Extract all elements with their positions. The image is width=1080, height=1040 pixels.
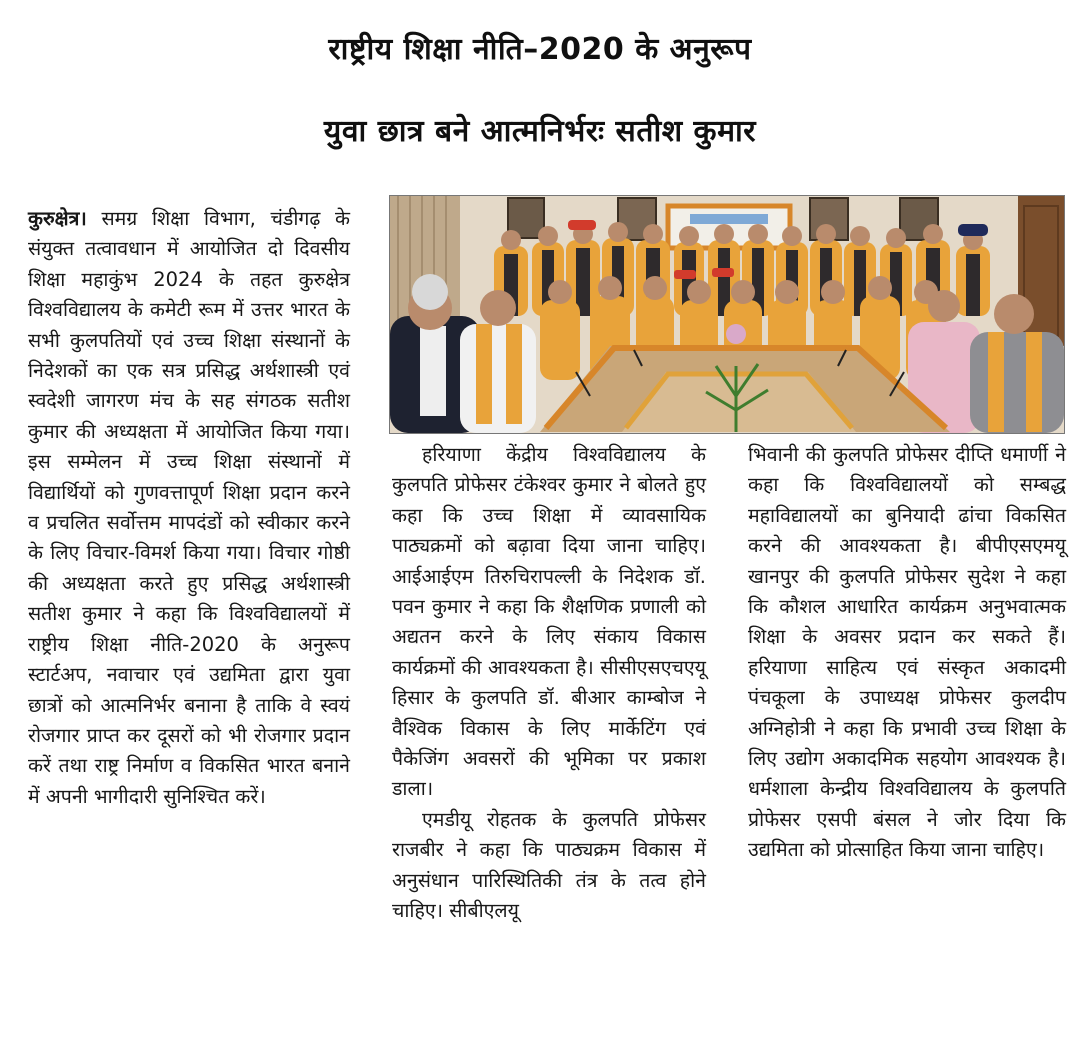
- column-2-paragraph-1: हरियाणा केंद्रीय विश्वविद्यालय के कुलपति प्रोफेसर टंकेश्वर कुमार ने बोलते हुए कहा कि उच्च शिक्षा में व्यावसायिक पाठ्यक्रमों को बढ़ावा दिया जाना चाहिए। आईआईएम तिरुचिरापल्ली के निदेशक डॉ. पवन कुमार ने कहा कि शैक्षणिक प्रणाली को अद्यतन करने के लिए संकाय विकास कार्यक्रमों की आवश्यकता है। सीसीएसएचएयू हिसार के कुलपति डॉ. बीआर काम्बोज ने वैश्विक विकास के लिए मार्केटिंग एवं पैकेजिंग अवसरों की भूमिका पर प्रकाश डाला।: [392, 443, 706, 801]
- column-2-paragraph-2: एमडीयू रोहतक के कुलपति प्रोफेसर राजबीर ने कहा कि पाठ्यक्रम विकास में अनुसंधान पारिस्थितिकी तंत्र के तत्व होने चाहिए। सीबीएलयू: [392, 807, 706, 923]
- article-column-1: [28, 204, 350, 812]
- column-1-text: समग्र शिक्षा विभाग, चंडीगढ़ के संयुक्त तत्वावधान में आयोजित दो दिवसीय शिक्षा महाकुंभ 2024 के तहत कुरुक्षेत्र विश्वविद्यालय के कमेटी रूम में उत्तर भारत के सभी कुलपतियों एवं उच्च शिक्षा संस्थानों के निदेशकों का एक सत्र प्रसिद्ध अर्थशास्त्री एवं स्वदेशी जागरण मंच के सह संगठक सतीश कुमार की अध्यक्षता में आयोजित किया गया। इस सम्मेलन में उच्च शिक्षा संस्थानों में विद्यार्थियों को गुणवत्तापूर्ण शिक्षा प्रदान करने व प्रचलित सर्वोत्तम मापदंडों को स्वीकार करने के लिए विचार-विमर्श किया गया। विचार गोष्ठी की अध्यक्षता करते हुए प्रसिद्ध अर्थशास्त्री सतीश कुमार ने कहा कि विश्वविद्यालयों में राष्ट्रीय शिक्षा नीति-2020 के अनुरूप स्टार्टअप, नवाचार एवं उद्यमिता द्वारा युवा छात्रों को आत्मनिर्भर बनाना है ताकि वे स्वयं रोजगार प्राप्त कर दूसरों को भी रोजगार प्रदान करें तथा राष्ट्र निर्माण व विकसित भारत बनाने में अपनी भागीदारी सुनिश्चित करें।: [28, 207, 350, 808]
- dateline: कुरुक्षेत्र।: [28, 207, 87, 230]
- article-column-3: [748, 440, 1066, 866]
- headline-line-2: युवा छात्र बने आत्मनिर्भरः सतीश कुमार: [323, 114, 757, 149]
- group-photo: [389, 195, 1065, 434]
- column-3-text: भिवानी की कुलपति प्रोफेसर दीप्ति धमार्णी ने कहा कि विश्वविद्यालयों को सम्बद्ध महाविद्यालयों का बुनियादी ढांचा विकसित करने की आवश्यकता है। बीपीएसएमयू खानपुर की कुलपति प्रोफेसर सुदेश ने कहा कि कौशल आधारित कार्यक्रम अनुभवात्मक शिक्षा के अवसर प्रदान कर सकते हैं। हरियाणा साहित्य एवं संस्कृत अकादमी पंचकूला के उपाध्यक्ष प्रोफेसर कुलदीप अग्निहोत्री ने कहा कि प्रभावी उच्च शिक्षा के लिए उद्योग अकादमिक सहयोग आवश्यक है। धर्मशाला केन्द्रीय विश्वविद्यालय के कुलपति प्रोफेसर एसपी बंसल ने जोर दिया कि उद्यमिता को प्रोत्साहित किया जाना चाहिए।: [748, 443, 1066, 862]
- article-column-2: [392, 440, 706, 927]
- headline-line-1: राष्ट्रीय शिक्षा नीति–2020 के अनुरूप: [328, 32, 752, 67]
- meeting-photo-illustration: [390, 196, 1064, 433]
